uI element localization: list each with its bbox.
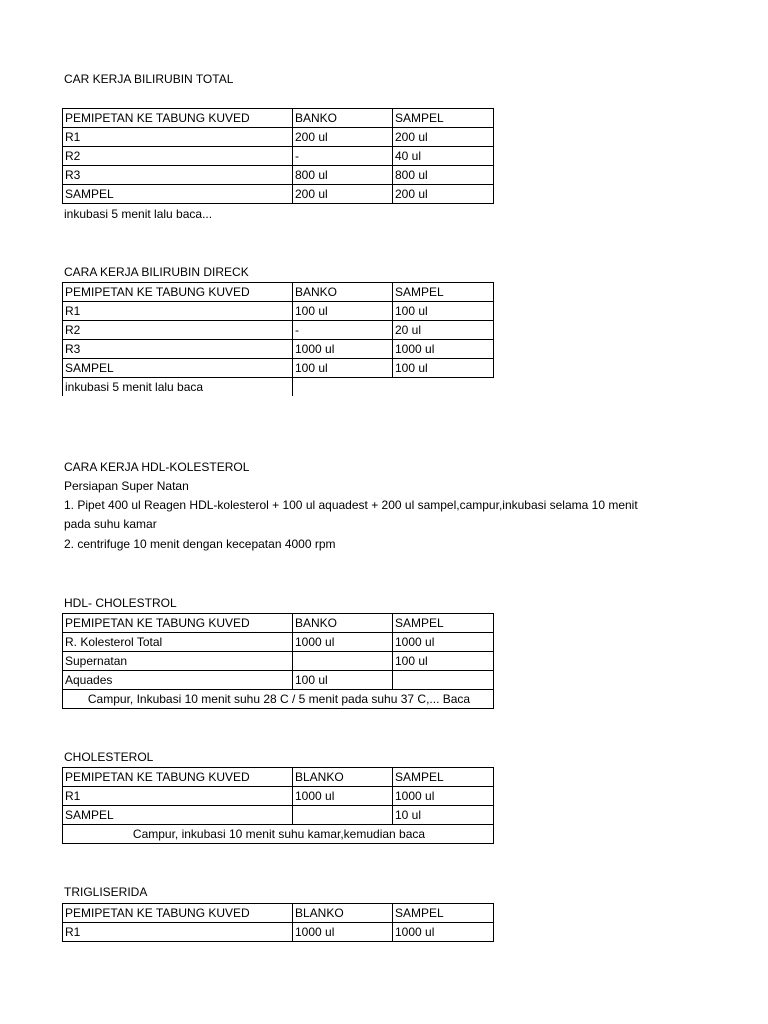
table-cell: 200 ul bbox=[393, 128, 494, 147]
header-cell: PEMIPETAN KE TABUNG KUVED bbox=[63, 904, 293, 923]
table-cell: R. Kolesterol Total bbox=[63, 633, 293, 652]
table-row bbox=[63, 185, 494, 204]
table-cholesterol bbox=[62, 767, 494, 844]
table-header-row bbox=[63, 109, 494, 128]
table-cell: 100 ul bbox=[393, 302, 494, 321]
table-row bbox=[63, 806, 494, 825]
table-cell: - bbox=[293, 147, 393, 166]
table-row bbox=[63, 128, 494, 147]
table-cell: SAMPEL bbox=[63, 806, 293, 825]
subheading-persiapan: Persiapan Super Natan bbox=[64, 479, 189, 493]
table-cell: Supernatan bbox=[63, 652, 293, 671]
section-title-cholesterol: CHOLESTEROL bbox=[64, 750, 154, 764]
note-hdl-cholestrol: Campur, Inkubasi 10 menit suhu 28 C / 5 menit pada suhu 37 C,... Baca bbox=[63, 690, 494, 709]
table-row bbox=[63, 166, 494, 185]
table-cell bbox=[293, 652, 393, 671]
table-cell: 1000 ul bbox=[393, 787, 494, 806]
table-cell: 20 ul bbox=[393, 321, 494, 340]
table-cell: SAMPEL bbox=[63, 359, 293, 378]
table-cell: R3 bbox=[63, 340, 293, 359]
table-header-row bbox=[63, 904, 494, 923]
table-header-row bbox=[63, 768, 494, 787]
table-row bbox=[63, 633, 494, 652]
table-cell: 1000 ul bbox=[293, 787, 393, 806]
table-cell: 200 ul bbox=[393, 185, 494, 204]
header-cell: BLANKO bbox=[293, 768, 393, 787]
table-cell: Aquades bbox=[63, 671, 293, 690]
section-title-bilirubin-direck: CARA KERJA BILIRUBIN DIRECK bbox=[64, 265, 249, 279]
table-cell: R1 bbox=[63, 128, 293, 147]
table-cell: 100 ul bbox=[293, 302, 393, 321]
header-cell: PEMIPETAN KE TABUNG KUVED bbox=[63, 109, 293, 128]
empty-cell bbox=[293, 378, 393, 397]
header-cell: BANKO bbox=[293, 614, 393, 633]
table-cell: 1000 ul bbox=[293, 340, 393, 359]
section-title-hdl-cholestrol: HDL- CHOLESTROL bbox=[64, 596, 177, 610]
table-cell: 100 ul bbox=[293, 671, 393, 690]
table-trigliserida bbox=[62, 903, 494, 942]
table-row bbox=[63, 787, 494, 806]
table-row bbox=[63, 321, 494, 340]
table-cell: 800 ul bbox=[393, 166, 494, 185]
header-cell: PEMIPETAN KE TABUNG KUVED bbox=[63, 283, 293, 302]
table-cell: 40 ul bbox=[393, 147, 494, 166]
table-cell bbox=[293, 806, 393, 825]
header-cell: PEMIPETAN KE TABUNG KUVED bbox=[63, 614, 293, 633]
table-cell: R2 bbox=[63, 147, 293, 166]
section-title-bilirubin-total: CAR KERJA BILIRUBIN TOTAL bbox=[64, 72, 234, 86]
note-cholesterol: Campur, inkubasi 10 menit suhu kamar,kemudian baca bbox=[63, 825, 494, 844]
table-cell: 1000 ul bbox=[293, 923, 393, 942]
table-cell: 1000 ul bbox=[393, 633, 494, 652]
table-header-row bbox=[63, 614, 494, 633]
table-cell: 1000 ul bbox=[393, 340, 494, 359]
header-cell: SAMPEL bbox=[393, 283, 494, 302]
table-cell: - bbox=[293, 321, 393, 340]
table-cell: R1 bbox=[63, 787, 293, 806]
note-bilirubin-direck: inkubasi 5 menit lalu baca bbox=[63, 378, 293, 397]
note-bilirubin-total: inkubasi 5 menit lalu baca... bbox=[64, 207, 213, 221]
table-header-row bbox=[63, 283, 494, 302]
table-bilirubin-direck bbox=[62, 282, 494, 396]
table-note-row bbox=[63, 378, 494, 397]
table-cell: SAMPEL bbox=[63, 185, 293, 204]
table-cell: 1000 ul bbox=[293, 633, 393, 652]
table-hdl-cholestrol bbox=[62, 613, 494, 709]
table-cell: 10 ul bbox=[393, 806, 494, 825]
table-cell: 200 ul bbox=[293, 128, 393, 147]
header-cell: SAMPEL bbox=[393, 614, 494, 633]
header-cell: SAMPEL bbox=[393, 109, 494, 128]
table-cell: 100 ul bbox=[293, 359, 393, 378]
table-cell: R1 bbox=[63, 923, 293, 942]
header-cell: BANKO bbox=[293, 283, 393, 302]
header-cell: PEMIPETAN KE TABUNG KUVED bbox=[63, 768, 293, 787]
table-note-row bbox=[63, 690, 494, 709]
section-title-trigliserida: TRIGLISERIDA bbox=[64, 885, 148, 899]
table-cell: 1000 ul bbox=[393, 923, 494, 942]
table-row bbox=[63, 359, 494, 378]
table-cell: R2 bbox=[63, 321, 293, 340]
step-2-text: 2. centrifuge 10 menit dengan kecepatan 4000 rpm bbox=[64, 537, 336, 551]
table-cell: 200 ul bbox=[293, 185, 393, 204]
step-1-text: 1. Pipet 400 ul Reagen HDL-kolesterol + 100 ul aquadest + 200 ul sampel,campur,inkubasi selama 10 menit bbox=[64, 498, 638, 512]
table-cell: 100 ul bbox=[393, 359, 494, 378]
table-cell: 100 ul bbox=[393, 652, 494, 671]
table-row bbox=[63, 340, 494, 359]
table-row bbox=[63, 302, 494, 321]
header-cell: BLANKO bbox=[293, 904, 393, 923]
table-note-row bbox=[63, 825, 494, 844]
table-cell: R1 bbox=[63, 302, 293, 321]
header-cell: BANKO bbox=[293, 109, 393, 128]
table-cell: R3 bbox=[63, 166, 293, 185]
header-cell: SAMPEL bbox=[393, 768, 494, 787]
table-bilirubin-total bbox=[62, 108, 494, 204]
table-row bbox=[63, 652, 494, 671]
table-row bbox=[63, 671, 494, 690]
section-title-hdl-kolesterol: CARA KERJA HDL-KOLESTEROL bbox=[64, 460, 250, 474]
table-row bbox=[63, 923, 494, 942]
empty-cell bbox=[393, 378, 494, 397]
step-1-continued: pada suhu kamar bbox=[64, 517, 157, 531]
table-cell: 800 ul bbox=[293, 166, 393, 185]
table-cell bbox=[393, 671, 494, 690]
table-row bbox=[63, 147, 494, 166]
header-cell: SAMPEL bbox=[393, 904, 494, 923]
